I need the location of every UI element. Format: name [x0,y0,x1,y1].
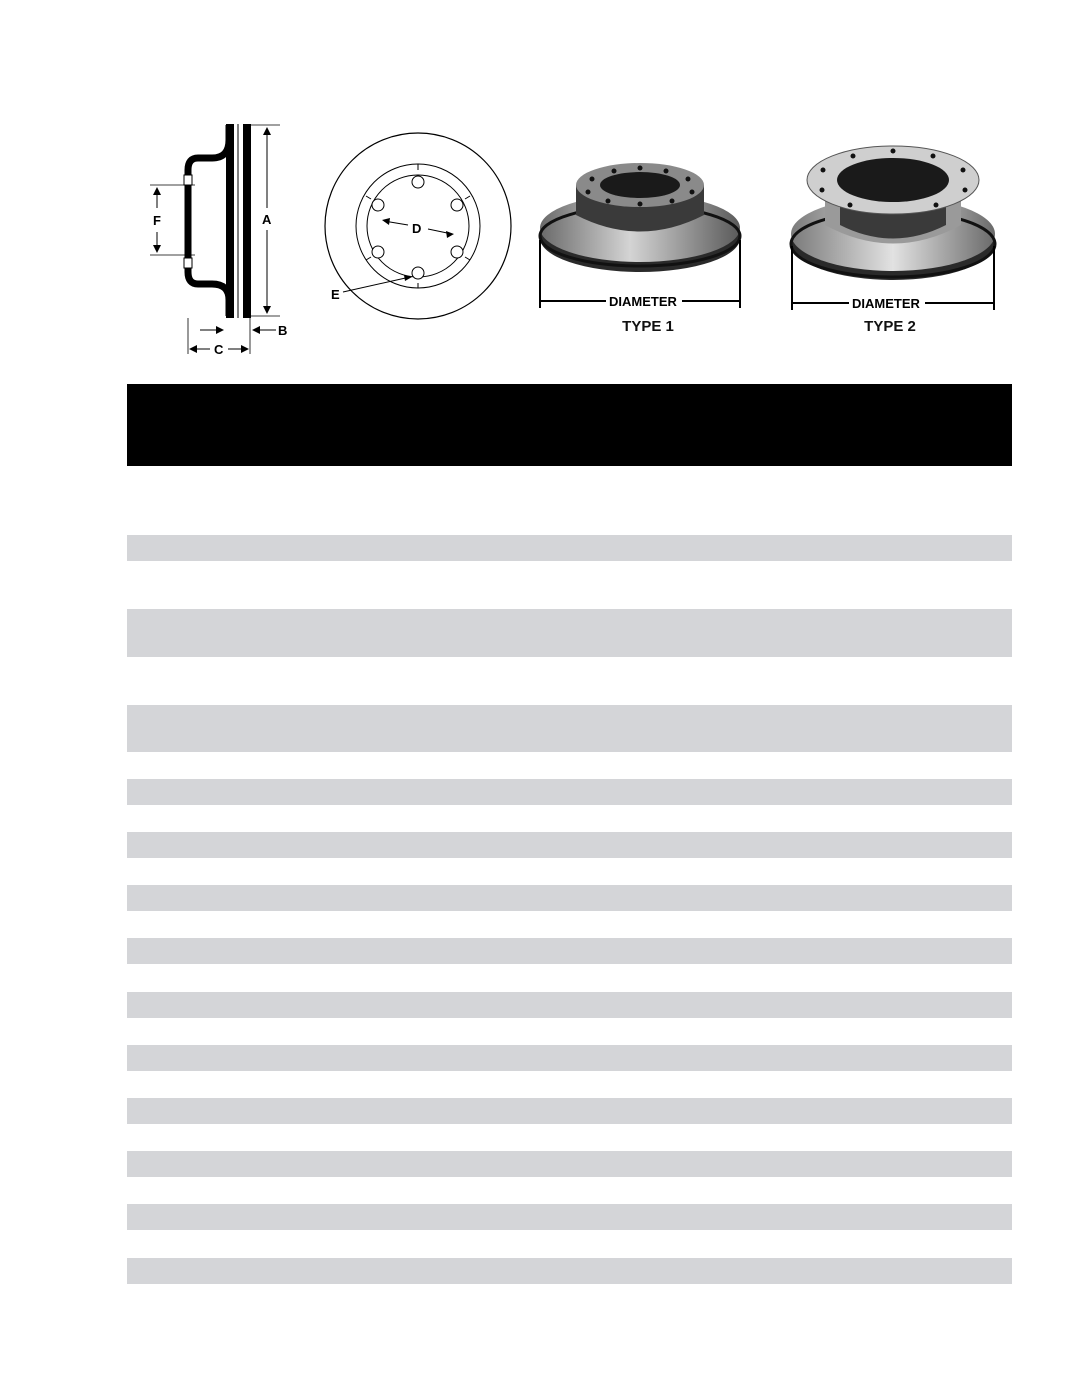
dimension-label-b: B [278,323,288,338]
rotor-type1-image [532,155,752,315]
table-row [127,705,1012,752]
dimension-label-f: F [153,213,161,228]
table-row [127,832,1012,858]
rotor-plate-outer [243,124,251,318]
table-row [127,1151,1012,1177]
table-row [127,609,1012,657]
type2-diameter-label: DIAMETER [852,296,920,311]
type1-caption: TYPE 1 [622,318,674,335]
rotor-hat-profile [188,125,229,316]
table-row [127,535,1012,561]
table-header-bar [127,384,1012,466]
table-row [127,1258,1012,1284]
rotor-face-diagram [320,125,520,325]
dimension-label-c: C [214,342,224,357]
table-row [127,992,1012,1018]
rotor-type2-image [786,140,1002,315]
table-row [127,779,1012,805]
rotor-side-section-diagram [140,115,300,360]
type2-caption: TYPE 2 [864,318,916,335]
dimension-label-e: E [331,287,340,302]
table-row [127,938,1012,964]
table-row [127,1204,1012,1230]
type1-diameter-label: DIAMETER [609,294,677,309]
dimension-label-a: A [262,212,272,227]
table-row [127,1045,1012,1071]
dimension-label-d: D [412,221,422,236]
table-row [127,1098,1012,1124]
rotor-plate-inner [226,124,234,318]
table-row [127,885,1012,911]
